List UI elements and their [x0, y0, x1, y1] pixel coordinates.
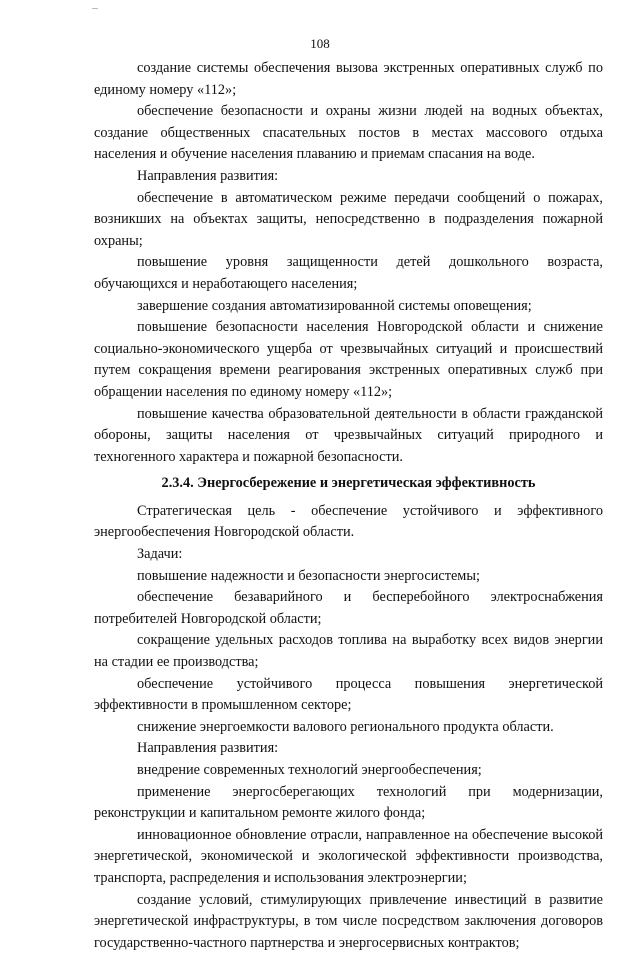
paragraph: Направления развития:	[137, 740, 279, 757]
scan-artifact	[92, 8, 98, 9]
section-heading: 2.3.4. Энергосбережение и энергетическая эффективность	[161, 475, 536, 492]
paragraph: Стратегическая цель - обеспечение устойчивого и эффективного энергообеспечения Новгородской области.	[94, 502, 603, 541]
body-text	[94, 58, 603, 954]
paragraph: применение энергосберегающих технологий при модернизации, реконструкции и капитальном ремонте жилого фонда;	[94, 783, 603, 822]
paragraph: повышение надежности и безопасности энергосистемы;	[137, 567, 480, 584]
paragraph: снижение энергоемкости валового регионального продукта области.	[137, 718, 554, 735]
paragraph: повышение уровня защищенности детей дошкольного возраста, обучающихся и неработающего населения;	[94, 254, 603, 292]
paragraph: завершение создания автоматизированной системы оповещения;	[137, 297, 532, 314]
paragraph: Задачи:	[137, 546, 183, 563]
paragraph: обеспечение безопасности и охраны жизни людей на водных объектах, создание общественных спасательных постов в местах массового отдыха населения и обучение населения плаванию и приемам спасания на воде.	[94, 103, 603, 163]
paragraph: сокращение удельных расходов топлива на выработку всех видов энергии на стадии ее производства;	[94, 632, 603, 671]
paragraph: Направления развития:	[137, 167, 279, 184]
paragraph: обеспечение в автоматическом режиме передачи сообщений о пожарах, возникших на объектах защиты, непосредственно в подразделения пожарной охраны;	[94, 189, 603, 249]
paragraph: обеспечение устойчивого процесса повышения энергетической эффективности в промышленном секторе;	[94, 675, 603, 714]
paragraph: повышение безопасности населения Новгородской области и снижение социально-экономического ущерба от чрезвычайных ситуаций и происшествий путем сокращения времени реагирования экстренных оперативных служб при обращении населения по единому номеру «112»;	[94, 319, 603, 400]
paragraph: внедрение современных технологий энергообеспечения;	[137, 762, 482, 778]
paragraph: обеспечение безаварийного и бесперебойного электроснабжения потребителей Новгородской области;	[94, 589, 603, 627]
paragraph: создание системы обеспечения вызова экстренных оперативных служб по единому номеру «112»;	[94, 60, 603, 98]
paragraph: инновационное обновление отрасли, направленное на обеспечение высокой энергетической, экономической и экологической эффективности производства, транспорта, распределения и использования электроэнергии;	[94, 826, 603, 886]
page-number: 108	[310, 36, 330, 51]
paragraph: повышение качества образовательной деятельности в области гражданской обороны, защиты населения от чрезвычайных ситуаций природного и техногенного характера и пожарной безопасности.	[94, 405, 603, 465]
paragraph: создание условий, стимулирующих привлечение инвестиций в развитие энергетической инфраструктуры, в том числе посредством заключения договоров государственно-частного партнерства и энергосервисных контрактов;	[94, 891, 603, 951]
